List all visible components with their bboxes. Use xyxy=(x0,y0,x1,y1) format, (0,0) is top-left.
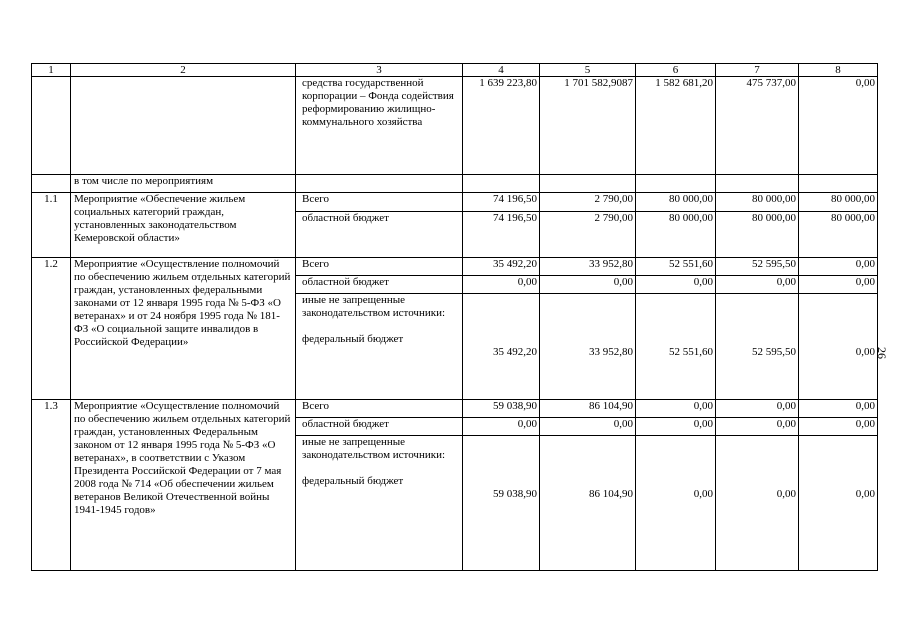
table-row xyxy=(32,400,878,418)
amount-cell: 33 952,80 xyxy=(540,294,636,400)
amount-cell: 0,00 xyxy=(799,436,878,571)
measure-index: 1.1 xyxy=(32,193,71,258)
column-number: 4 xyxy=(463,64,540,77)
amount-cell: 80 000,00 xyxy=(636,212,716,258)
measure-index: 1.3 xyxy=(32,400,71,571)
column-number: 8 xyxy=(799,64,878,77)
amount-cell: 59 038,90 xyxy=(463,436,540,571)
funding-source: иные не запрещенные законодательством источники: xyxy=(302,436,446,461)
amount-cell: 2 790,00 xyxy=(540,193,636,212)
amount-cell: 80 000,00 xyxy=(636,193,716,212)
measure-index: 1.2 xyxy=(32,258,71,400)
funding-source-group xyxy=(296,294,463,400)
amount-cell: 0,00 xyxy=(716,436,799,571)
amount-cell: 74 196,50 xyxy=(463,193,540,212)
empty-cell xyxy=(716,175,799,193)
funding-source: Всего xyxy=(296,400,463,418)
amount-cell: 0,00 xyxy=(463,418,540,436)
column-number: 2 xyxy=(71,64,296,77)
amount-cell: 1 701 582,9087 xyxy=(540,77,636,175)
amount-cell: 80 000,00 xyxy=(716,193,799,212)
column-number: 7 xyxy=(716,64,799,77)
amount-cell: 0,00 xyxy=(799,400,878,418)
funding-source: средства государственной корпорации – Фонда содействия реформированию жилищно-коммунального хозяйства xyxy=(296,77,463,175)
measure-name: Мероприятие «Осуществление полномочий по обеспечению жильем отдельных категорий граждан, установленных федеральными законами от 12 января 1995 года № 5-ФЗ «О ветеранах» и от 24 ноября 1995 года № 181-ФЗ «О социальной защите инвалидов в Российской Федерации» xyxy=(71,258,296,400)
empty-cell xyxy=(540,175,636,193)
amount-cell: 35 492,20 xyxy=(463,294,540,400)
amount-cell: 86 104,90 xyxy=(540,400,636,418)
amount-cell: 0,00 xyxy=(799,294,878,400)
amount-cell: 52 551,60 xyxy=(636,294,716,400)
in-events-label: в том числе по мероприятиям xyxy=(71,175,296,193)
table-row xyxy=(32,77,878,175)
amount-cell: 52 595,50 xyxy=(716,294,799,400)
funding-source: Всего xyxy=(296,193,463,212)
funding-source: иные не запрещенные законодательством источники: xyxy=(302,294,446,319)
empty-cell xyxy=(32,77,71,175)
amount-cell: 0,00 xyxy=(716,418,799,436)
page-number: 26 xyxy=(875,347,889,359)
amount-cell: 0,00 xyxy=(799,258,878,276)
funding-source: областной бюджет xyxy=(296,276,463,294)
funding-source: Всего xyxy=(296,258,463,276)
empty-cell xyxy=(71,77,296,175)
amount-cell: 0,00 xyxy=(636,436,716,571)
amount-cell: 0,00 xyxy=(716,400,799,418)
empty-cell xyxy=(799,175,878,193)
column-number: 1 xyxy=(32,64,71,77)
program-funding-table xyxy=(31,63,878,571)
amount-cell: 0,00 xyxy=(716,276,799,294)
amount-cell: 33 952,80 xyxy=(540,258,636,276)
amount-cell: 86 104,90 xyxy=(540,436,636,571)
funding-subsource: федеральный бюджет xyxy=(302,475,404,487)
amount-cell: 35 492,20 xyxy=(463,258,540,276)
column-number: 3 xyxy=(296,64,463,77)
measure-name: Мероприятие «Осуществление полномочий по обеспечению жильем отдельных категорий граждан, установленных Федеральным законом от 12 января 1995 года № 5-ФЗ «О ветеранах», в соответствии с Указом Президента Российской Федерации от 7 мая 2008 года № 714 «Об обеспечении жильем ветеранов Великой Отечественной войны 1941-1945 годов» xyxy=(71,400,296,571)
measure-name: Мероприятие «Обеспечение жильем социальных категорий граждан, установленных законодательством Кемеровской области» xyxy=(71,193,296,258)
amount-cell: 80 000,00 xyxy=(799,212,878,258)
amount-cell: 2 790,00 xyxy=(540,212,636,258)
amount-cell: 0,00 xyxy=(799,77,878,175)
amount-cell: 74 196,50 xyxy=(463,212,540,258)
amount-cell: 0,00 xyxy=(540,418,636,436)
empty-cell xyxy=(32,175,71,193)
funding-subsource: федеральный бюджет xyxy=(302,333,404,345)
amount-cell: 0,00 xyxy=(540,276,636,294)
funding-source: областной бюджет xyxy=(296,212,463,258)
table-row xyxy=(32,175,878,193)
empty-cell xyxy=(636,175,716,193)
table-row xyxy=(32,258,878,276)
column-number-row xyxy=(32,64,878,77)
amount-cell: 80 000,00 xyxy=(716,212,799,258)
amount-cell: 1 639 223,80 xyxy=(463,77,540,175)
amount-cell: 475 737,00 xyxy=(716,77,799,175)
amount-cell: 52 551,60 xyxy=(636,258,716,276)
empty-cell xyxy=(296,175,463,193)
empty-cell xyxy=(463,175,540,193)
amount-cell: 0,00 xyxy=(463,276,540,294)
amount-cell: 1 582 681,20 xyxy=(636,77,716,175)
amount-cell: 0,00 xyxy=(799,276,878,294)
amount-cell: 59 038,90 xyxy=(463,400,540,418)
amount-cell: 80 000,00 xyxy=(799,193,878,212)
column-number: 5 xyxy=(540,64,636,77)
amount-cell: 0,00 xyxy=(636,276,716,294)
amount-cell: 0,00 xyxy=(636,418,716,436)
column-number: 6 xyxy=(636,64,716,77)
table-row xyxy=(32,193,878,212)
funding-source-group xyxy=(296,436,463,571)
amount-cell: 0,00 xyxy=(636,400,716,418)
funding-source: областной бюджет xyxy=(296,418,463,436)
amount-cell: 0,00 xyxy=(799,418,878,436)
amount-cell: 52 595,50 xyxy=(716,258,799,276)
